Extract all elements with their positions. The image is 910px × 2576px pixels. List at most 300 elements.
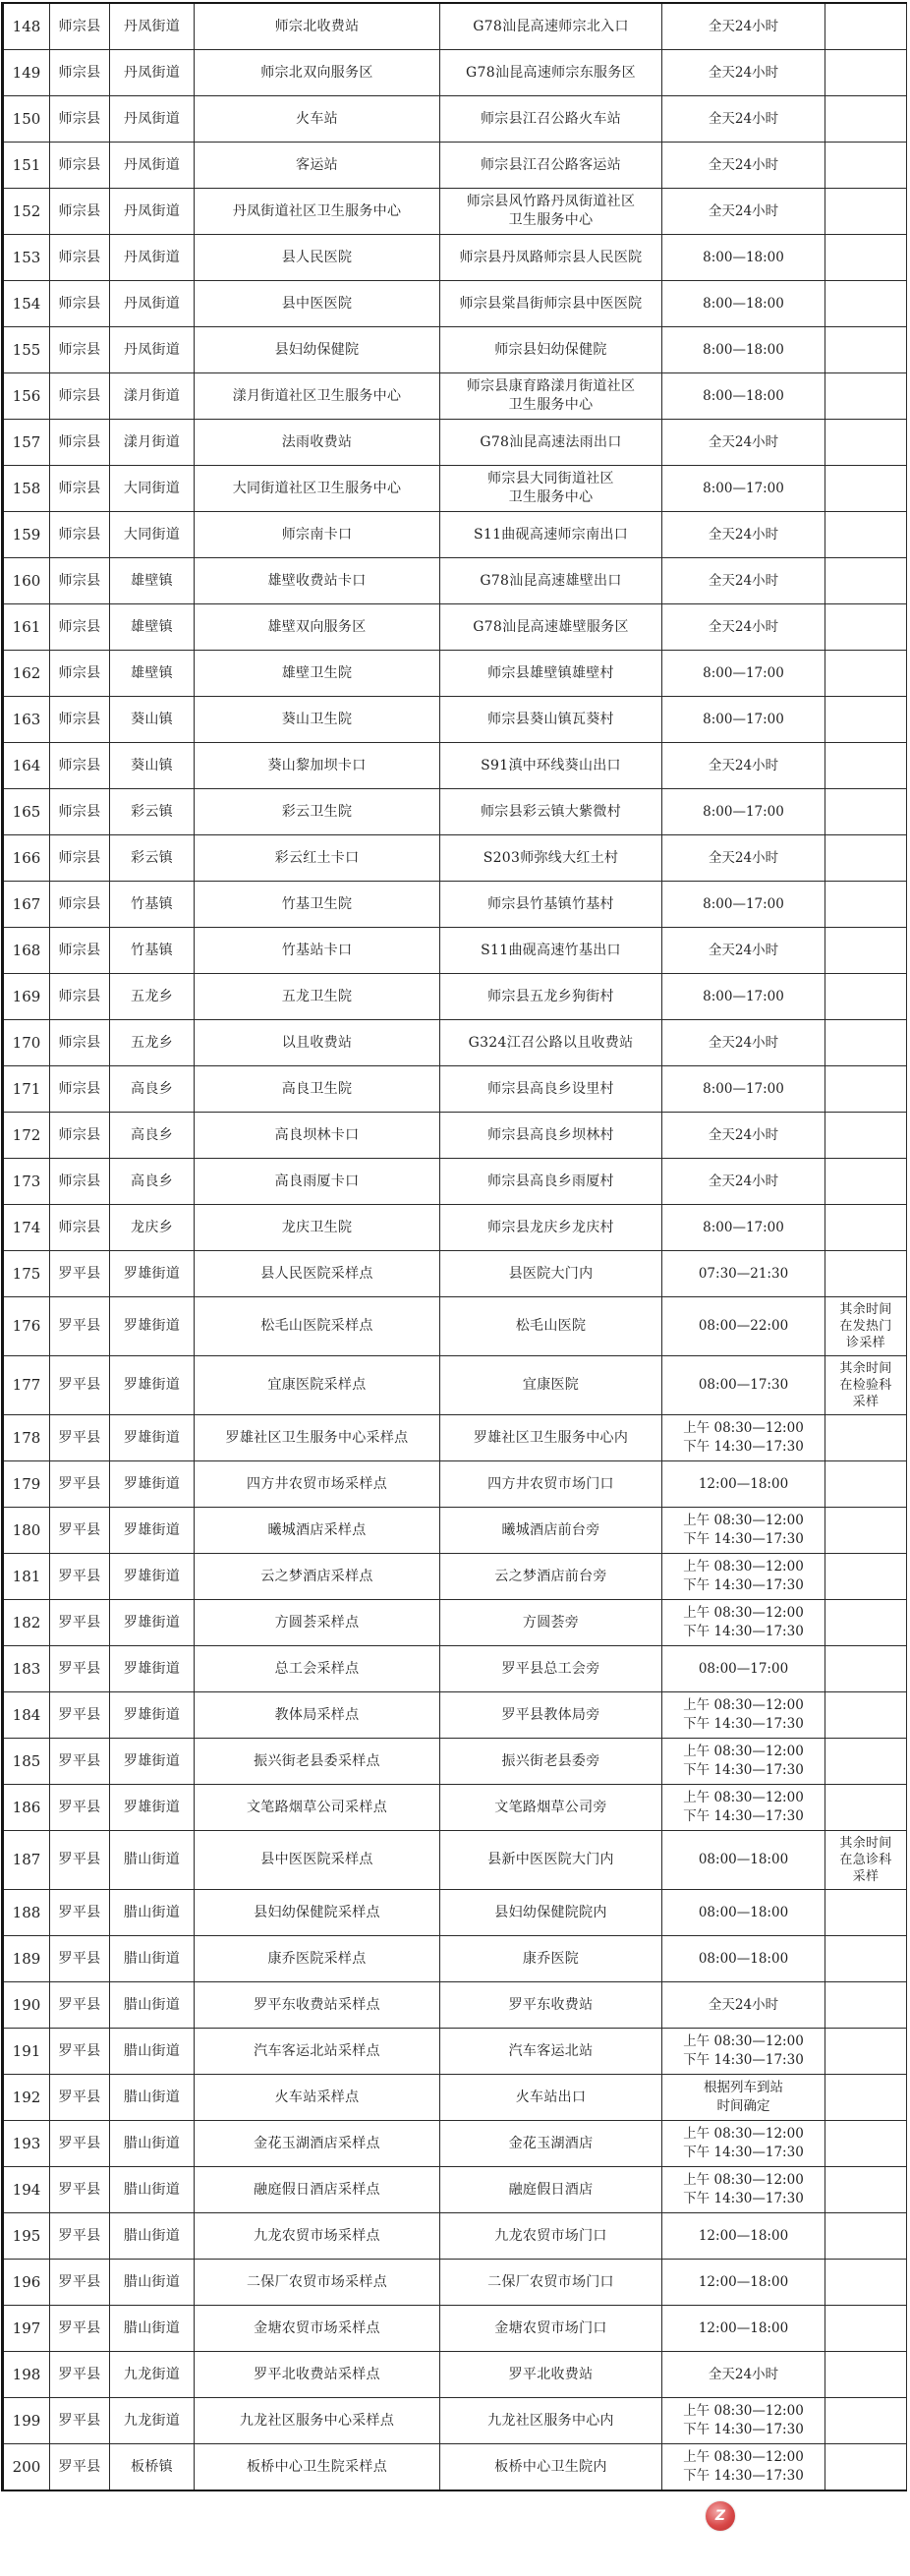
cell-town — [110, 189, 195, 235]
cell-remark — [825, 604, 907, 651]
county-text: 罗平县 — [58, 1752, 101, 1769]
time-line: 8:00—17:00 — [703, 1080, 784, 1097]
cell-sampling-time — [662, 2352, 825, 2398]
cell-town — [110, 1785, 195, 1831]
no-text: 188 — [12, 1903, 41, 1921]
cell-sampling-time — [662, 235, 825, 281]
cell-sampling-time — [662, 928, 825, 974]
time-line: 下午 14:30—17:30 — [683, 2422, 804, 2437]
table-row-152 — [3, 189, 907, 235]
county-text: 罗平县 — [58, 1852, 101, 1867]
cell-county — [50, 1356, 110, 1415]
cell-serial-number — [3, 2398, 50, 2444]
no-text: 198 — [12, 2365, 41, 2383]
time-line: 时间确定 — [716, 2098, 770, 2114]
name-line: 县人民医院采样点 — [260, 1265, 373, 1282]
cell-sampling-time — [662, 50, 825, 96]
cell-remark — [825, 1415, 907, 1461]
cell-remark — [825, 2398, 907, 2444]
time-line: 下午 14:30—17:30 — [683, 1808, 804, 1824]
cell-serial-number — [3, 1785, 50, 1831]
table-row-157 — [3, 420, 907, 466]
county-text: 罗平县 — [58, 1429, 101, 1446]
cell-county — [50, 2029, 110, 2075]
cell-town — [110, 882, 195, 928]
cell-remark — [825, 466, 907, 512]
no-text: 167 — [12, 894, 41, 913]
cell-county — [50, 2075, 110, 2121]
cell-town — [110, 3, 195, 50]
table-row-167 — [3, 882, 907, 928]
table-row-168 — [3, 928, 907, 974]
cell-address — [440, 882, 662, 928]
no-text: 199 — [12, 2411, 41, 2430]
town-text: 丹凤街道 — [123, 156, 181, 173]
address-line: S11曲砚高速师宗南出口 — [473, 526, 628, 543]
county-text: 师宗县 — [58, 1080, 101, 1097]
cell-address — [440, 512, 662, 558]
cell-serial-number — [3, 1297, 50, 1356]
table-row-149 — [3, 50, 907, 96]
cell-sampling-time — [662, 1113, 825, 1159]
town-text: 罗雄街道 — [123, 1265, 181, 1282]
cell-county — [50, 2213, 110, 2260]
county-text: 罗平县 — [58, 1799, 101, 1815]
cell-county — [50, 512, 110, 558]
cell-remark — [825, 1159, 907, 1205]
name-line: 板桥中心卫生院采样点 — [247, 2458, 387, 2475]
cell-site-name — [195, 1113, 440, 1159]
cell-serial-number — [3, 1159, 50, 1205]
town-text: 葵山镇 — [131, 711, 173, 727]
no-text: 148 — [12, 17, 41, 35]
time-line: 8:00—17:00 — [703, 803, 784, 820]
cell-remark — [825, 789, 907, 835]
address-line: G78汕昆高速雄壁服务区 — [473, 618, 629, 635]
cell-serial-number — [3, 1251, 50, 1297]
cell-site-name — [195, 1936, 440, 1982]
address-line: 师宗县江召公路客运站 — [481, 156, 621, 173]
county-text: 师宗县 — [58, 1126, 101, 1143]
cell-sampling-time — [662, 2444, 825, 2491]
no-text: 196 — [12, 2272, 41, 2291]
cell-county — [50, 235, 110, 281]
name-line: 师宗北收费站 — [274, 18, 360, 34]
table-row-177 — [3, 1356, 907, 1415]
table-row-198 — [3, 2352, 907, 2398]
table-body — [3, 3, 907, 2490]
time-line: 上午 08:30—12:00 — [683, 1513, 804, 1528]
address-line: 康乔医院 — [522, 1950, 580, 1967]
cell-county — [50, 1020, 110, 1066]
table-row-166 — [3, 835, 907, 882]
cell-town — [110, 928, 195, 974]
cell-address — [440, 2075, 662, 2121]
cell-site-name — [195, 1692, 440, 1739]
town-text: 丹凤街道 — [123, 18, 181, 34]
cell-address — [440, 789, 662, 835]
time-line: 8:00—17:00 — [703, 480, 784, 496]
time-line: 全天24小时 — [708, 942, 779, 958]
cell-address — [440, 1020, 662, 1066]
cell-serial-number — [3, 143, 50, 189]
cell-town — [110, 2260, 195, 2306]
time-line: 上午 08:30—12:00 — [683, 1744, 804, 1759]
address-line: 罗平县总工会旁 — [501, 1660, 600, 1677]
town-text: 高良乡 — [131, 1126, 173, 1143]
town-text: 腊山街道 — [123, 1852, 181, 1867]
time-line: 上午 08:30—12:00 — [683, 1697, 804, 1713]
cell-town — [110, 1356, 195, 1415]
table-row-162 — [3, 651, 907, 697]
cell-site-name — [195, 235, 440, 281]
time-line: 上午 08:30—12:00 — [683, 2403, 804, 2419]
address-line: 师宗县丹凤路师宗县人民医院 — [459, 249, 643, 265]
name-line: 云之梦酒店采样点 — [260, 1568, 373, 1584]
county-text: 师宗县 — [58, 849, 101, 866]
county-text: 罗平县 — [58, 1318, 101, 1334]
town-text: 腊山街道 — [123, 1904, 181, 1920]
county-text: 师宗县 — [58, 387, 101, 404]
cell-remark — [825, 743, 907, 789]
cell-site-name — [195, 2167, 440, 2213]
time-line: 全天24小时 — [708, 110, 779, 127]
county-text: 师宗县 — [58, 572, 101, 589]
no-text: 183 — [12, 1659, 41, 1678]
remark-line: 其余时间 — [839, 1836, 892, 1851]
cell-serial-number — [3, 2121, 50, 2167]
name-line: 火车站 — [296, 110, 338, 127]
time-line: 下午 14:30—17:30 — [683, 1439, 804, 1455]
address-line: 师宗县江召公路火车站 — [481, 110, 621, 127]
time-line: 08:00—18:00 — [698, 1950, 789, 1967]
cell-sampling-time — [662, 1600, 825, 1646]
cell-serial-number — [3, 2306, 50, 2352]
town-text: 雄壁镇 — [131, 618, 173, 635]
cell-serial-number — [3, 882, 50, 928]
cell-county — [50, 2121, 110, 2167]
table-row-194 — [3, 2167, 907, 2213]
cell-sampling-time — [662, 1831, 825, 1890]
town-text: 罗雄街道 — [123, 1318, 181, 1334]
cell-town — [110, 604, 195, 651]
cell-site-name — [195, 327, 440, 373]
cell-town — [110, 2213, 195, 2260]
cell-site-name — [195, 2075, 440, 2121]
cell-sampling-time — [662, 96, 825, 143]
town-text: 腊山街道 — [123, 2042, 181, 2059]
cell-site-name — [195, 1890, 440, 1936]
cell-site-name — [195, 466, 440, 512]
cell-serial-number — [3, 1113, 50, 1159]
cell-town — [110, 2167, 195, 2213]
town-text: 高良乡 — [131, 1080, 173, 1097]
cell-sampling-time — [662, 2213, 825, 2260]
cell-sampling-time — [662, 373, 825, 420]
cell-address — [440, 327, 662, 373]
cell-sampling-time — [662, 1646, 825, 1692]
name-line: 县妇幼保健院 — [274, 341, 360, 358]
address-line: G324江召公路以且收费站 — [468, 1034, 634, 1051]
cell-town — [110, 1600, 195, 1646]
town-text: 罗雄街道 — [123, 1568, 181, 1584]
cell-town — [110, 743, 195, 789]
cell-town — [110, 1066, 195, 1113]
name-line: 九龙农贸市场采样点 — [254, 2227, 380, 2244]
cell-serial-number — [3, 1205, 50, 1251]
name-line: 九龙社区服务中心采样点 — [239, 2412, 395, 2429]
no-text: 189 — [12, 1949, 41, 1968]
cell-town — [110, 96, 195, 143]
cell-site-name — [195, 2029, 440, 2075]
no-text: 197 — [12, 2318, 41, 2337]
no-text: 163 — [12, 710, 41, 728]
cell-remark — [825, 143, 907, 189]
time-line: 下午 14:30—17:30 — [683, 1762, 804, 1778]
address-line: 卫生服务中心 — [508, 489, 594, 505]
cell-remark — [825, 1066, 907, 1113]
cell-county — [50, 2260, 110, 2306]
cell-county — [50, 1205, 110, 1251]
cell-address — [440, 1205, 662, 1251]
cell-serial-number — [3, 743, 50, 789]
name-line: 葵山黎加坝卡口 — [267, 757, 367, 773]
address-line: 融庭假日酒店 — [508, 2181, 594, 2198]
time-line: 08:00—18:00 — [698, 1904, 789, 1920]
town-text: 丹凤街道 — [123, 202, 181, 219]
time-line: 根据列车到站 — [704, 2080, 783, 2095]
cell-remark — [825, 928, 907, 974]
cell-sampling-time — [662, 1461, 825, 1508]
cell-sampling-time — [662, 1554, 825, 1600]
time-line: 上午 08:30—12:00 — [683, 2172, 804, 2188]
table-row-195 — [3, 2213, 907, 2260]
cell-site-name — [195, 3, 440, 50]
time-line: 全天24小时 — [708, 433, 779, 450]
address-line: 师宗县龙庆乡龙庆村 — [487, 1219, 614, 1235]
name-line: 彩云红土卡口 — [274, 849, 360, 866]
time-line: 12:00—18:00 — [698, 2227, 789, 2244]
no-text: 195 — [12, 2226, 41, 2245]
cell-site-name — [195, 1739, 440, 1785]
cell-address — [440, 974, 662, 1020]
remark-line: 在急诊科 — [839, 1853, 892, 1867]
cell-sampling-time — [662, 1356, 825, 1415]
cell-sampling-time — [662, 2029, 825, 2075]
county-text: 师宗县 — [58, 295, 101, 312]
address-line: 县医院大门内 — [508, 1265, 594, 1282]
county-text: 师宗县 — [58, 757, 101, 773]
cell-town — [110, 1554, 195, 1600]
table-row-200 — [3, 2444, 907, 2491]
cell-serial-number — [3, 2352, 50, 2398]
cell-sampling-time — [662, 1415, 825, 1461]
address-line: 师宗县雄壁镇雄壁村 — [487, 664, 614, 681]
county-text: 师宗县 — [58, 803, 101, 820]
cell-remark — [825, 2029, 907, 2075]
name-line: 丹凤街道社区卫生服务中心 — [232, 202, 402, 219]
cell-sampling-time — [662, 558, 825, 604]
county-text: 师宗县 — [58, 618, 101, 635]
address-line: 卫生服务中心 — [508, 212, 594, 228]
cell-remark — [825, 1356, 907, 1415]
cell-address — [440, 1461, 662, 1508]
cell-site-name — [195, 1159, 440, 1205]
name-line: 雄壁收费站卡口 — [267, 572, 367, 589]
address-line: 汽车客运北站 — [508, 2042, 594, 2059]
name-line: 彩云卫生院 — [281, 803, 353, 820]
cell-serial-number — [3, 466, 50, 512]
name-line: 文笔路烟草公司采样点 — [247, 1799, 387, 1815]
cell-serial-number — [3, 789, 50, 835]
name-line: 客运站 — [296, 156, 338, 173]
town-text: 罗雄街道 — [123, 1614, 181, 1631]
cell-county — [50, 558, 110, 604]
table-row-164 — [3, 743, 907, 789]
time-line: 12:00—18:00 — [698, 1475, 789, 1492]
cell-remark — [825, 2167, 907, 2213]
cell-address — [440, 651, 662, 697]
table-row-174 — [3, 1205, 907, 1251]
cell-address — [440, 1982, 662, 2029]
cell-town — [110, 2306, 195, 2352]
no-text: 157 — [12, 432, 41, 451]
town-text: 丹凤街道 — [123, 341, 181, 358]
no-text: 160 — [12, 571, 41, 590]
cell-remark — [825, 1113, 907, 1159]
cell-address — [440, 1297, 662, 1356]
address-line: 县妇幼保健院院内 — [494, 1904, 607, 1920]
table-row-188 — [3, 1890, 907, 1936]
table-row-196 — [3, 2260, 907, 2306]
cell-site-name — [195, 420, 440, 466]
cell-remark — [825, 512, 907, 558]
cell-county — [50, 697, 110, 743]
county-text: 师宗县 — [58, 988, 101, 1004]
cell-site-name — [195, 835, 440, 882]
no-text: 185 — [12, 1751, 41, 1770]
cell-site-name — [195, 1461, 440, 1508]
name-line: 五龙卫生院 — [281, 988, 353, 1004]
cell-serial-number — [3, 2213, 50, 2260]
address-line: 二保厂农贸市场门口 — [487, 2273, 614, 2290]
time-line: 下午 14:30—17:30 — [683, 1624, 804, 1639]
time-line: 8:00—17:00 — [703, 711, 784, 727]
cell-remark — [825, 373, 907, 420]
cell-address — [440, 1554, 662, 1600]
cell-county — [50, 1600, 110, 1646]
cell-serial-number — [3, 281, 50, 327]
cell-serial-number — [3, 558, 50, 604]
table-row-175 — [3, 1251, 907, 1297]
table-row-197 — [3, 2306, 907, 2352]
cell-town — [110, 1692, 195, 1739]
county-text: 师宗县 — [58, 895, 101, 912]
time-line: 上午 08:30—12:00 — [683, 1420, 804, 1436]
cell-town — [110, 1415, 195, 1461]
time-line: 上午 08:30—12:00 — [683, 2449, 804, 2465]
cell-county — [50, 1890, 110, 1936]
cell-site-name — [195, 1356, 440, 1415]
time-line: 下午 14:30—17:30 — [683, 1577, 804, 1593]
cell-site-name — [195, 1297, 440, 1356]
cell-site-name — [195, 2444, 440, 2491]
address-line: 师宗县康育路漾月街道社区 — [466, 378, 636, 394]
cell-county — [50, 281, 110, 327]
cell-site-name — [195, 1251, 440, 1297]
remark-line: 其余时间 — [839, 1361, 892, 1376]
cell-address — [440, 143, 662, 189]
county-text: 师宗县 — [58, 249, 101, 265]
town-text: 丹凤街道 — [123, 110, 181, 127]
cell-remark — [825, 651, 907, 697]
time-line: 下午 14:30—17:30 — [683, 1531, 804, 1547]
cell-serial-number — [3, 1508, 50, 1554]
table-row-193 — [3, 2121, 907, 2167]
remark-line: 采样 — [852, 1395, 880, 1409]
cell-sampling-time — [662, 1982, 825, 2029]
cell-remark — [825, 2213, 907, 2260]
county-text: 罗平县 — [58, 1265, 101, 1282]
cell-sampling-time — [662, 1251, 825, 1297]
cell-address — [440, 2029, 662, 2075]
cell-remark — [825, 3, 907, 50]
table-row-176 — [3, 1297, 907, 1356]
no-text: 174 — [12, 1218, 41, 1236]
time-line: 上午 08:30—12:00 — [683, 2126, 804, 2142]
cell-county — [50, 2306, 110, 2352]
cell-sampling-time — [662, 743, 825, 789]
cell-sampling-time — [662, 327, 825, 373]
table-row-187 — [3, 1831, 907, 1890]
no-text: 178 — [12, 1428, 41, 1447]
name-line: 罗平北收费站采样点 — [254, 2366, 380, 2382]
time-line: 8:00—18:00 — [703, 295, 784, 312]
county-text: 罗平县 — [58, 1521, 101, 1538]
cell-town — [110, 50, 195, 96]
cell-sampling-time — [662, 1159, 825, 1205]
cell-remark — [825, 1461, 907, 1508]
table-row-150 — [3, 96, 907, 143]
cell-serial-number — [3, 1692, 50, 1739]
name-line: 法雨收费站 — [281, 433, 353, 450]
table-row-183 — [3, 1646, 907, 1692]
cell-town — [110, 1113, 195, 1159]
cell-address — [440, 1113, 662, 1159]
town-text: 竹基镇 — [131, 895, 173, 912]
cell-county — [50, 974, 110, 1020]
cell-remark — [825, 1554, 907, 1600]
cell-serial-number — [3, 96, 50, 143]
county-text: 罗平县 — [58, 1475, 101, 1492]
cell-serial-number — [3, 189, 50, 235]
time-line: 全天24小时 — [708, 64, 779, 81]
table-row-184 — [3, 1692, 907, 1739]
time-line: 全天24小时 — [708, 618, 779, 635]
time-line: 下午 14:30—17:30 — [683, 2145, 804, 2160]
name-line: 雄壁卫生院 — [281, 664, 353, 681]
no-text: 151 — [12, 155, 41, 174]
watermark-faded-text — [747, 2511, 835, 2519]
cell-remark — [825, 281, 907, 327]
cell-sampling-time — [662, 604, 825, 651]
cell-town — [110, 1936, 195, 1982]
cell-sampling-time — [662, 651, 825, 697]
address-line: 师宗县彩云镇大紫微村 — [481, 803, 621, 820]
cell-site-name — [195, 1600, 440, 1646]
name-line: 县妇幼保健院采样点 — [254, 1904, 380, 1920]
cell-address — [440, 50, 662, 96]
